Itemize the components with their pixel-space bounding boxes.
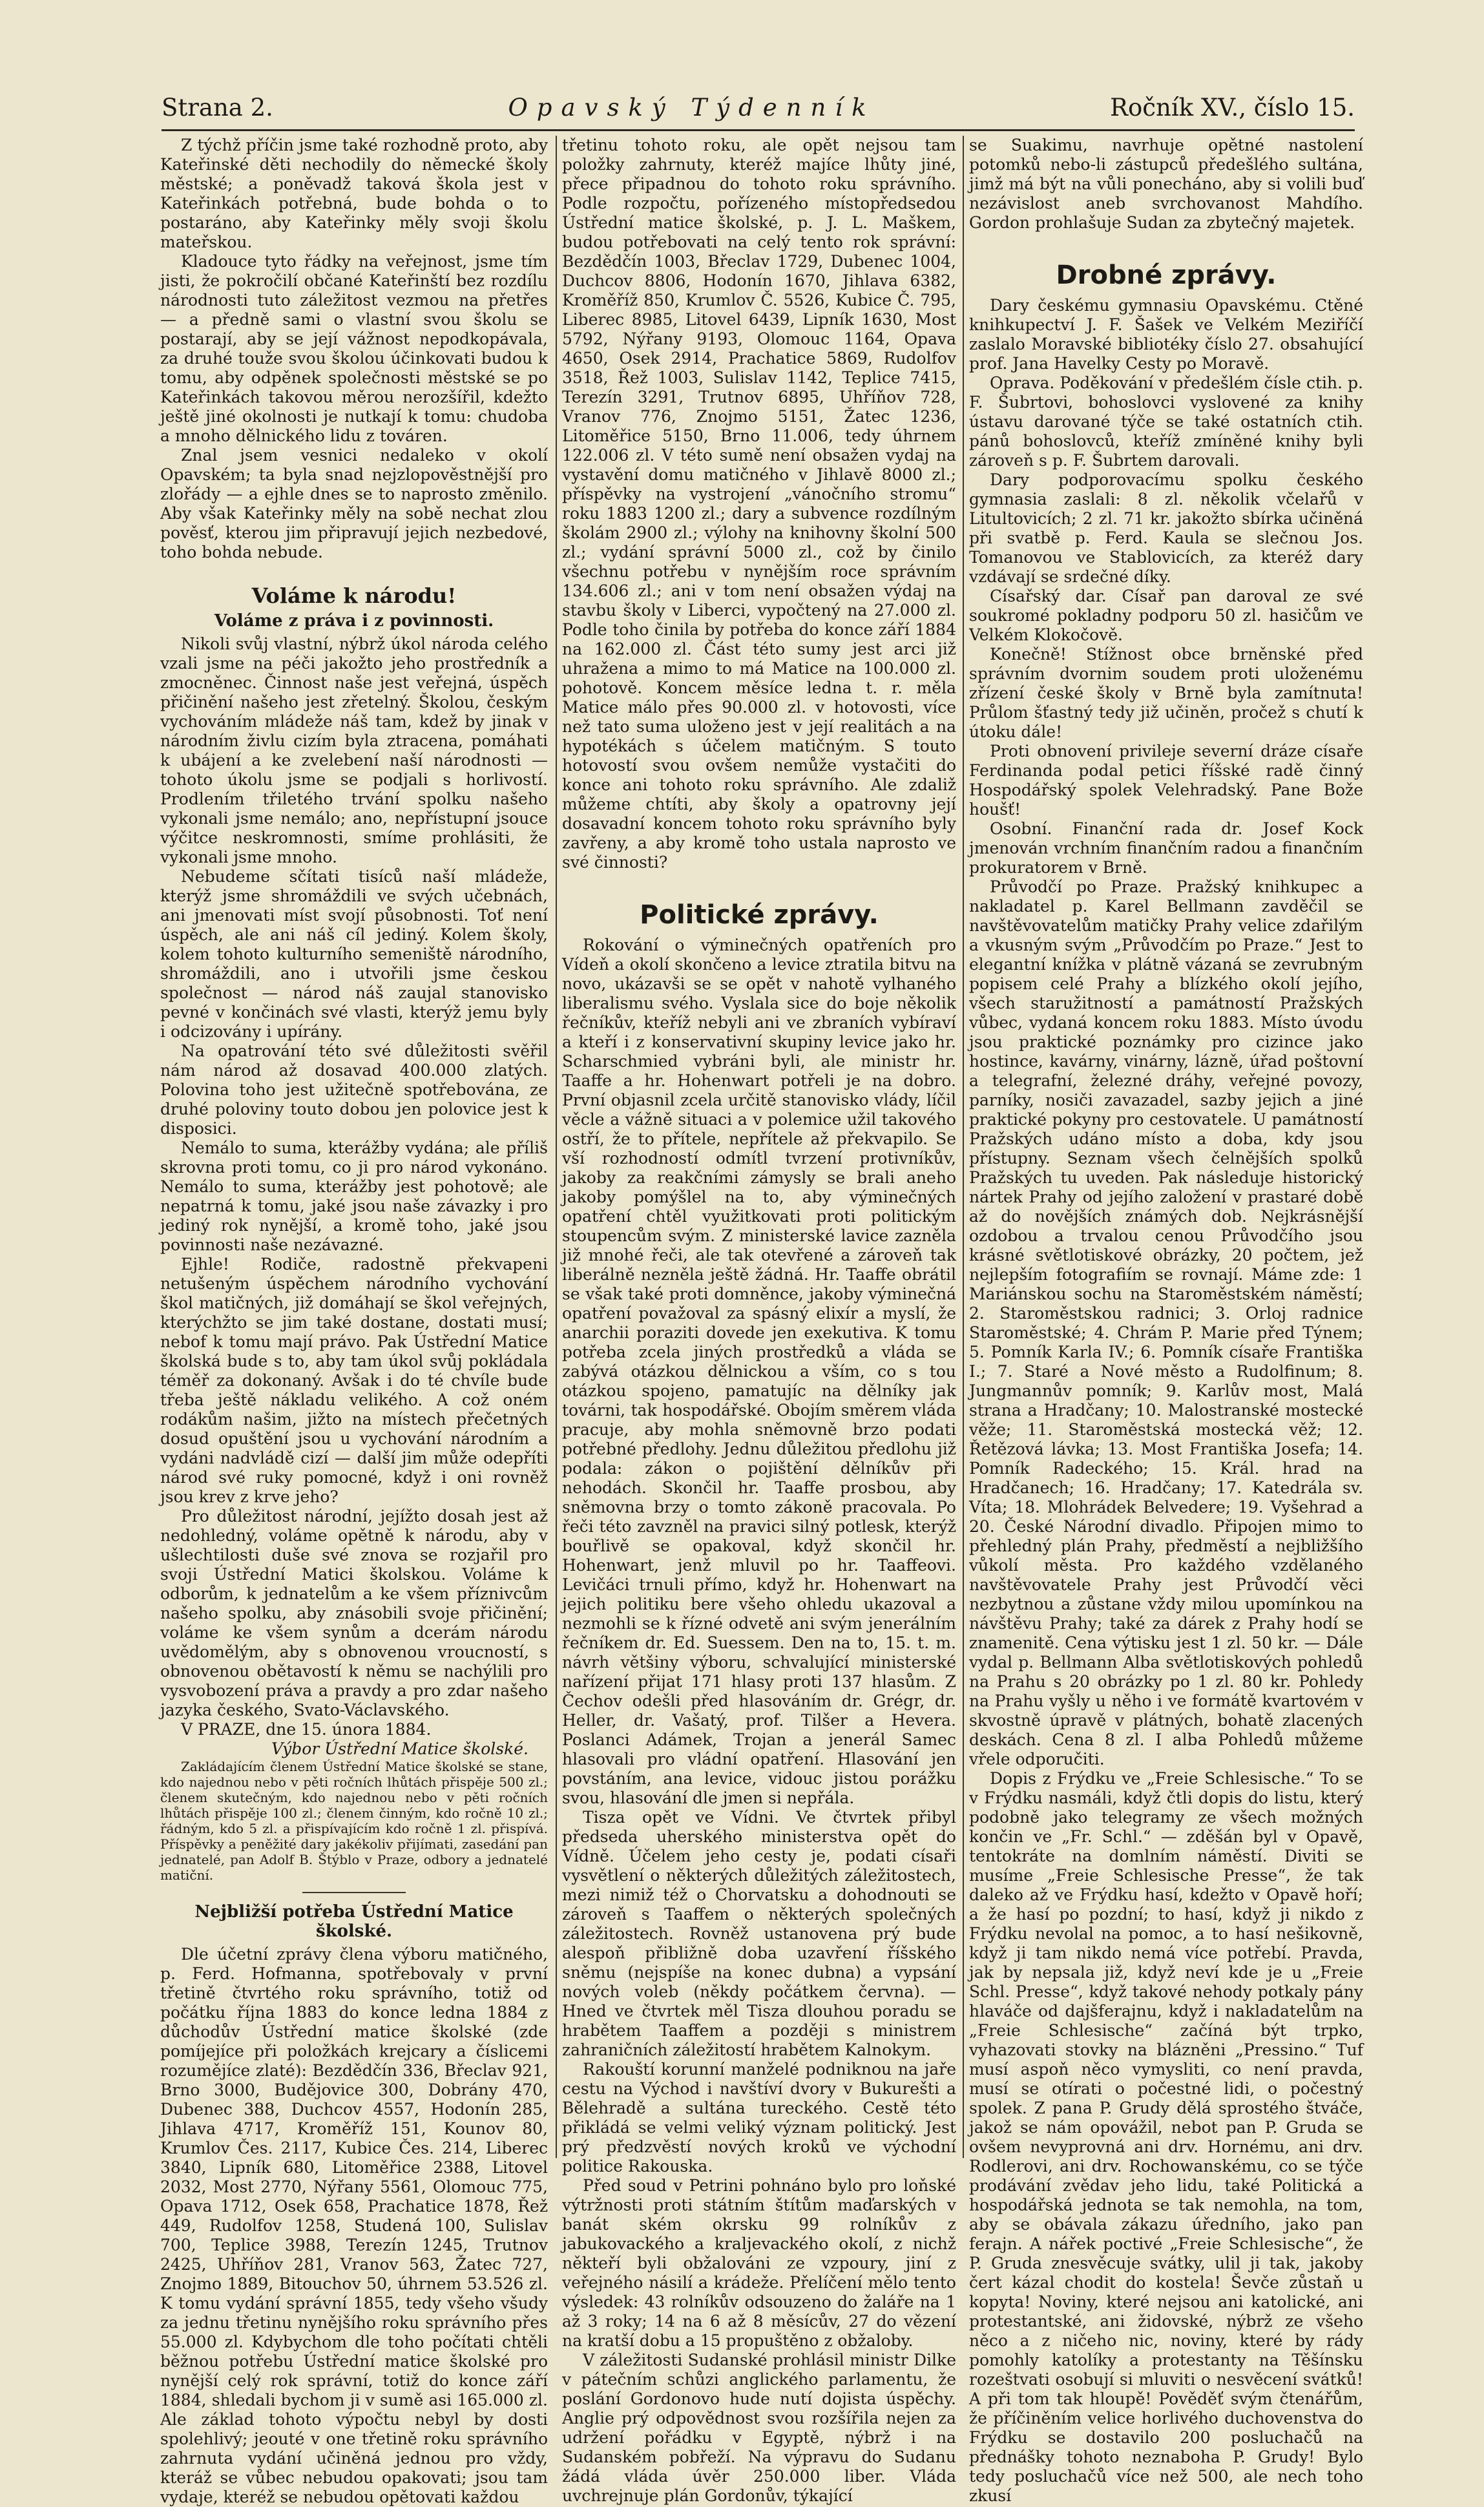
headline-volame-k-narodu: Voláme k národu! [251,583,457,608]
paragraph: Rokování o výminečných opatřeních pro Vídeň a okolí skončeno a levice ztratila bitvu na novo, ukázavši se se opět v nahotě vylhaného liberalismu svého. Vyslala sice do boje několik řečníkův, kteříž nebyli ani ve zbraních vybíraví a kteří i z konservativní skupiny levice jako hr. Scharschmied vybráni byli, ale ministr hr. Taaffe a hr. Hohenwart potřeli je na dobro. První objasnil zcela určitě stanovisko vlády, líčil věcle a vážně situaci a v polemice užil takového ostří, že to přítele, nepřítele až překvapilo. Se vší rozhodností odmítl tvrzení protivníkův, jakoby za reakčními zámysly se brali aneho jakoby pomýšlel na to, aby výminečných opatření chtěl využitkovati proti politickým stoupencům svým. Z ministerské lavice zazněla již mnohé řeči, ale tak otevřené a zároveň tak liberálně nezněla ještě žádná. Hr. Taaffe obrátil se však také proti domněnce, jakoby výminečná opatření považoval za spásný elixír a myslí, že anarchii poraziti dovede jen exekutiva. K tomu potřeba zcela jiných prostředků a vláda se zabývá otázkou dělnickou a vším, co s tou otázkou spojeno, pamatujíc na dělníky jak továrni, tak hospodářské. Obojím směrem vláda pracuje, aby mohla sněmovně brzo podati potřebné předlohy. Jednu důležitou předlohu již podala: zákon o pojištění dělníkův při nehodách. Skončil hr. Taaffe prosbou, aby sněmovna brzy o tomto zákoně pracovala. Po řeči této zavzněl na pravici silný potlesk, kterýž bouřlivě se opakoval, když skončil hr. Hohenwart, jenž mluvil po hr. Taaffeovi. Levičáci trnuli přímo, když hr. Hohenwart na jejich politiku bere všeho ohledu ukazoval a nezmohli se k řízné odvetě ani svým jenerálním řečníkem dr. Ed. Suessem. Den na to, 15. t. m. návrh většiny výboru, schvalující ministerské nařízení přijat 171 hlasy proti 137 hlasům. Z Čechov odešli před hlasováním dr. Grégr, dr. Heller, dr. Vašatý, prof. Tilšer a Hevera. Poslanci Adámek, Trojan a jenerál Samec hlasovali pro vládní opatření. Hlasování jen povstáním, ana levice, vidouc jistou porážku svou, hlasování dle jmen si nepřála. [562,936,956,1807]
news-item: Dary českému gymnasiu Opavskému. Ctěné knihkupectví J. F. Šašek ve Velkém Meziříčí zaslalo Moravské bibliotéky číslo 27. obsahující prof. Jana Havelky Cesty po Moravě. [969,296,1363,373]
news-item: Osobní. Finanční rada dr. Josef Kock jmenován vrchním finančním radou a finančním prokuratorem v Brně. [969,819,1363,877]
issue-info: Ročník XV., číslo 15. [1110,94,1355,121]
paragraph: Dle účetní zprávy člena výboru matičného, p. Ferd. Hofmanna, spotřebovaly v první třetině čtvrtého roku správního, totiž od počátku října 1883 do konce ledna 1884 z důchodův Ústřední matice školské (zde pomíjejíce při položkách krejcary a číslicemi rozumějíce zlaté): Bezdědčín 336, Břeclav 921, Brno 3000, Budějovice 300, Dobrány 470, Dubenec 388, Duchcov 4557, Hodonín 285, Jihlava 4717, Kroměříž 151, Kounov 80, Krumlov Čes. 2117, Kubice Čes. 214, Liberec 3840, Lipník 680, Litoměřice 2388, Litovel 2032, Most 2770, Nýřany 5561, Olomouc 775, Opava 1712, Osek 658, Prachatice 1878, Řež 449, Rudolfov 1258, Studená 100, Sulislav 700, Teplice 3988, Terezín 1245, Trutnov 2425, Uhříňov 281, Vranov 563, Žatec 727, Znojmo 1889, Bitouchov 50, úhrnem 53.526 zl. K tomu vydání správní 1855, tedy všeho všudy za jednu třetinu nynějšího roku správního přes 55.000 zl. Kdybychom dle toho počítati chtěli běžnou potřebu Ústřední matice školské pro nynější celý rok správní, totiž do konce září 1884, shledali bychom ji v sumě asi 165.000 zl. Ale základ tohoto výpočtu nebyl by dosti spolehlivý; jeouté v one třetině roku správního zahrnuta vydání učiněná jednou pro vždy, kteráž se vůbec nebudou opakovati; jsou tam vydaje, kteréž se nebudou opětovati každou [160,1945,548,2506]
news-item: Proti obnovení privileje severní dráze císaře Ferdinanda podal petici říšské radě činný Hospodářský spolek Velehradský. Pane Bože houšť! [969,742,1363,819]
column-rule-1 [556,136,557,2158]
divider [302,1892,406,1893]
paragraph: Na opatrování této své důležitosti svěřil nám národ až dosavad 400.000 zlatých. Polovina toho jest užitečně spotřebována, ze druhé poloviny touto dobou jen polovice jest k disposici. [160,1042,548,1138]
masthead-title: Opavský Týdenník [508,94,875,121]
paragraph: Nikoli svůj vlastní, nýbrž úkol národa celého vzali jsme na péči jakožto jeho prostředník a zmocněnec. Činnost naše jest veřejná, úspěch přičinění našeho jest zřetelný. Školou, českým vychováním mládeže náš tam, kdež by jinak v národním živlu cizím byla ztracena, pomáhati k ubájení a ke zvelebení naší národnosti — tohoto úkolu jsme se podjali s horlivostí. Prodlením třiletého trvání spolku našeho vykonali jsme nemálo; ano, nepřístupní jsouce výčitce neskromnosti, smíme prohlásiti, že vykonali jsme mnoho. [160,635,548,866]
paragraph: Ejhle! Rodiče, radostně překvapeni netušeným úspěchem národního vychování škol matičných, již domáhají se škol veřejných, kterýchžto se jim také dostane, dostati musí; nebof k tomu mají právo. Pak Ústřední Matice školská bude s to, aby tam úkol svůj pokládala téměř za dokonaný. Avšak i do té chvíle bude třeba ještě nákladu velikého. A což oném rodákům našim, jižto na místech přečetných dosud opuštění jsou u vychování národním a vydáni nadvládě cizí — další jim může odepříti národ své ruky pomocné, když i oni rovněž jsou krev z krve jeho? [160,1255,548,1506]
paragraph: Pro důležitost národní, jejížto dosah jest až nedohledný, voláme opětně k národu, aby v ušlechtilosti duše své znova se rozjařil pro svoji Ústřední Matici školskou. Voláme k odborům, k jednatelům a ke všem příznivcům našeho spolku, aby znásobili svoje přičinění; voláme ke všem synům a dcerám národu uvědomělým, aby s obnovenou vroucností, s obnovenou obětavostí k němu se nachýlili pro vysvobození práva a pravdy a pro zdar našeho jazyka českého, Svato-Václavského. [160,1507,548,1719]
column-2 [562,136,956,2505]
paragraph: třetinu tohoto roku, ale opět nejsou tam položky zahrnuty, kteréž majíce lhůty jiné, přece připadnou do tohoto roku správního. Podle rozpočtu, pořízeného místopředsedou Ústřední matice školské, p. J. L. Maškem, budou potřebovati na celý tento rok správní: Bezdědčín 1003, Břeclav 1729, Dubenec 1004, Duchcov 8806, Hodonín 1670, Jihlava 6382, Kroměříž 850, Krumlov Č. 5526, Kubice Č. 795, Liberec 8985, Litovel 6439, Lipník 1630, Most 5792, Nýřany 9193, Olomouc 1164, Opava 4650, Osek 2914, Prachatice 5869, Rudolfov 3518, Řež 1003, Sulislav 1142, Teplice 7415, Terezín 3291, Trutnov 6895, Uhříňov 728, Vranov 776, Znojmo 5151, Žatec 1236, Litoměřice 5150, Brno 11.006, tedy úhrnem 122.006 zl. V této sumě není obsažen vydaj na vystavění domu matičného v Jihlavě 8000 zl.; příspěvky na vystrojení „vánočního stromu“ roku 1883 1200 zl.; dary a subvence rozdílným školám 2900 zl.; výlohy na knihovny školní 500 zl.; vydání správní 5000 zl., což by činilo všechnu potřebu v nynějším roce správním 134.606 zl.; ani v tom není obsažen výdaj na stavbu školy v Liberci, vypočtený na 27.000 zl. Podle toho činila by potřeba do konce září 1884 na 162.000 zl. Část této sumy jest arci již uhražena a mimo to má Matice na 100.000 zl. pohotově. Koncem měsíce ledna t. r. měla Matice málo přes 90.000 zl. v hotovosti, více než tato suma uloženo jest v její realitách a na hypotékách s účelem matičným. S touto hotovostí svou ovšem nemůže vystačiti do konce ani tohoto roku správního. Ale zdaliž můžeme chtíti, aby školy a opatrovny její dosavadní koncem tohoto roku správního byly zavřeny, a aby kromě toho ustala naprosto ve své činnosti? [562,136,956,872]
signature: Výbor Ústřední Matice školské. [271,1739,528,1758]
news-item: Císařský dar. Císař pan daroval ze své soukromé pokladny podporu 50 zl. hasičům ve Velkém Klokočově. [969,587,1363,644]
paragraph: Nebudeme sčítati tisíců naší mládeže, kterýž jsme shromáždili ve svých učebnách, ani jmenovati míst svojí působnosti. Toť není úspěch, ale ani náš cíl jediný. Kolem školy, kolem tohoto kulturního semeniště národního, shromáždili, ano i utvořili jsme českou společnost — národ náš zaujal stanovisko pevné v končinách své vlasti, kterýž jemu byly i odcizovány i upírány. [160,867,548,1041]
paragraph: Kladouce tyto řádky na veřejnost, jsme tím jisti, že pokročilí občané Kateřinští bez rozdílu národnosti tuto záležitost vezmou na přetřes — a předně sami o vlastní svou školu se postarají, aby se její vážnost nepodkopávala, za druhé touže svou školou účinkovati budou k tomu, aby odpěnek společnosti městské se po Kateřinkách takovou měrou nerozšířil, kdežto ještě jiné okolnosti je nutkají k tomu: chudoba a mnoho dělnického lidu z továren. [160,252,548,445]
headline-drobne-zpravy: Drobné zprávy. [1056,260,1277,290]
paragraph: Rakouští korunní manželé podniknou na jaře cestu na Východ i navštíví dvory v Bukurešti a Bělehradě a sultána tureckého. Cestě této přikládá se velmi veliký význam politický. Jest prý předzvěstí nových kroků ve východní politice Rakouska. [562,2060,956,2176]
paragraph: Tisza opět ve Vídni. Ve čtvrtek přibyl předseda uherského ministerstva opět do Vídně. Účelem jeho cesty je, podati císaři vysvětlení o některých důležitých záležitostech, mezi nimiž též o Chorvatsku a dohodnouti se zároveň s Taaffem o některých společných záležitostech. Rovněž ustanovena prý bude alespoň přibližně doba uzavření říšského sněmu (nejspíše na konec dubna) a vypsání nových voleb (někdy počátkem června). — Hned ve čtvrtek měl Tisza dlouhou poradu se hrabětem Taaffem a později s ministrem zahraničních záležitostí hrabětem Kalnokym. [562,1808,956,2059]
footnote: Zakládajícím členem Ústřední Matice školské se stane, kdo najednou nebo v pěti ročních lhůtách přispěje 500 zl.; členem skutečným, kdo najednou nebo v pěti ročních lhůtách přispěje 100 zl.; členem činným, kdo ročně 10 zl.; řádným, kdo 5 zl. a přispívajícím kdo ročně 1 zl. přispívá. Příspěvky a peněžité dary jakékoliv přijímati, zasedání pan jednatelé, pan Adolf B. Štýblo v Praze, odbory a jednatelé matiční. [160,1759,548,1883]
subheadline: Voláme z práva i z povinnosti. [214,611,494,631]
headline-potreba-matice: Nejbližší potřeba Ústřední Matice školské. [194,1902,514,1941]
page-header [162,83,1355,131]
paragraph: V záležitosti Sudanské prohlásil ministr Dilke v pátečním schůzi anglického parlamentu, že poslání Gordonovo hude nutí dojista úspěchy. Anglie prý odpovědnost svou rozšířila nejen za udržení pořádku v Egyptě, nýbrž i na Sudanském pobřeží. Na výpravu do Sudanu žádá vláda úvěr 250.000 liber. Vláda uvchrejnuje plán Gordonův, týkající [562,2351,956,2505]
paragraph: se Suakimu, navrhuje opětné nastolení potomků nebo-li zástupců předešlého sultána, jimž má být na vůli ponecháno, aby si volili buď nezávislost aneb svrchovanost Mahdího. Gordon prohlašuje Sudan za zbytečný majetek. [969,136,1363,232]
headline-politicke-zpravy: Politické zprávy. [640,900,879,930]
dateline: V PRAZE, dne 15. února 1884. [181,1720,432,1739]
paragraph: Znal jsem vesnici nedaleko v okolí Opavském; ta byla snad nejzlopověstnější pro zlořády — a ejhle dnes se to naprosto změnilo. Aby však Kateřinky měly na sobě nechat zlou pověsť, kterou jim připravují jejich nezbedové, toho bohda nebude. [160,446,548,561]
column-rule-2 [963,136,964,2158]
news-item: Dopis z Frýdku ve „Freie Schlesische.“ To se v Frýdku nasmáli, když čtli dopis do listu, který podobně jako telegramy ze všech možných končin ve „Fr. Schl.“ — zděšán byl v Opavě, tentokráte na domlním náměstí. Diviti se musíme „Freie Schlesische Presse“, že tak daleko až ve Frýdku hasí, kdežto v Opavě hoří; a že hasí po pozdní; to hasí, když ji nikdo z Frýdku nevolal na pomoc, a to hasí nešikovně, když ji tam nikdo nemá více potřebí. Pravda, jak by nepsala již, když neví kde je u „Freie Schl. Presse“, když takové nehody potkaly pány hlaváče od dajšferajnu, když i nakladatelům na „Freie Schlesische“ začíná být trpko, vyhazovati stovky na blázněni „Pressino.“ Tuf musí aspoň něco vymysliti, co není pravda, musí se otírati o počestné lidi, o počestný spolek. Z pana P. Grudy dělá sprostého štváče, jakož se nám opovážil, nebot pan P. Gruda se ovšem nevyprovná ani drv. Hornému, ani drv. Rodlerovi, ani drv. Rochowanskému, co se týče prodávání zvědav jeho lidu, také Politická a hospodářská jednota se tak nemohla, na tom, aby se obávala zákazu úředního, jako pan ferajn. A nářek poctivé „Freie Schlesische“, že P. Gruda znesvěcuje svátky, ulil ji tak, jakoby čert kázal chodit do kostela! Ševče zůstaň u kopyta! Noviny, které nejsou ani katolické, ani protestantské, ani židovské, nýbrž ze všeho něco a z ničeho nic, noviny, které by rády pomohly katolíky a protestanty na Těšínsku rozeštvati osobují si mluviti o nesvěcení svátků! A při tom tak hloupě! Pověděť svým čtenářům, že příčiněním velice horlivého duchovenstva do Frýdku se dostavilo 200 posluchačů na přednášky tohoto neznaboha P. Grudy! Bylo tedy posluchačů více než 500, ale nech toho zkusí [969,1769,1363,2505]
news-item: Průvodčí po Praze. Pražský knihkupec a nakladatel p. Karel Bellmann zavděčil se navštěvovatelům matičky Prahy velice zdařilým a vkusným svým „Průvodčím po Praze.“ Jest to elegantní knížka v plátně vázaná se zevrubným popisem celé Prahy a blízkého okolí jejího, všech staružitností a památností Pražských vůbec, vydaná koncem roku 1883. Místo úvodu jsou praktické poznámky pro cizince jako hostince, kavárny, vinárny, lázně, úřad poštovní a telegrafní, železné dráhy, veřejné povozy, parníky, nosiči zavazadel, sazby jejich a jiné praktické pokyny pro cestovatele. U památností Pražských udáno místo a doba, kdy jsou přístupny. Seznam všech čelnějších spolků Pražských tu uveden. Pak následuje historický nártek Prahy od jejího založení v prastaré době až do novějších známých dob. Nejkrásnější ozdobou a trvalou cenou Průvodčího jsou krásné světlotiskové obrázky, 20 počtem, jež nejlepším fotografiím se rovnají. Máme zde: 1 Mariánskou sochu na Staroměstském náměstí; 2. Staroměstskou radnici; 3. Orloj radnice Staroměstské; 4. Chrám P. Marie před Týnem; 5. Pomník Karla IV.; 6. Pomník císaře Františka I.; 7. Staré a Nové město a Rudolfinum; 8. Jungmannův pomník; 9. Karlův most, Malá strana a Hradčany; 10. Malostranské mostecké věže; 11. Staroměstská mostecká věž; 12. Řetězová lávka; 13. Most Františka Josefa; 14. Pomník Radeckého; 15. Král. hrad na Hradčanech; 16. Hradčany; 17. Katedrála sv. Víta; 18. Mlohrádek Belvedere; 19. Vyšehrad a 20. České Národní divadlo. Připojen mimo to přehledný plán Prahy, předměstí a nejbližšího vůkolí města. Pro každého vzdělaného navštěvovatele Prahy jest Průvodčí věci nezbytnou a zůstane vždy milou upomínkou na návštěvu Prahy; také za dárek z Prahy hodí se znamenitě. Cena výtisku jest 1 zl. 50 kr. — Dále vydal p. Bellmann Alba světlotiskových pohledů na Prahu s 20 obrázky po 1 zl. 80 kr. Pohledy na Prahu vyšly u něho i ve formátě kvartovém v skvostně úpravě v plátných, bohatě zlacených deskách. Cena 8 zl. I alba Pohledů můžeme vřele odporučiti. [969,877,1363,1768]
paragraph: Nemálo to suma, kterážby vydána; ale příliš skrovna proti tomu, co ji pro národ vykonáno. Nemálo to suma, kterážby jest pohotově; ale nepatrná k tomu, jaké jsou naše závazky i pro jediný rok nynější, a kromě toho, jaké jsou povinnosti naše nezávazné. [160,1138,548,1254]
news-item: Oprava. Poděkování v předešlém čísle ctih. p. F. Šubrtovi, bohoslovci vyslovené za knihy ústavu darované týče se také ostatních ctih. pánů bohoslovců, kteříž zmíněné knihy byli zároveň s p. F. Šubrtem darovali. [969,373,1363,470]
news-item: Dary podporovacímu spolku českého gymnasia zaslali: 8 zl. několik včelařů v Litultovicích; 2 zl. 71 kr. jakožto sbírka učiněná při svatbě p. Ferd. Kaula se slečnou Jos. Tomanovou ve Stablovicích, za kteréž dary vzdávají se srdečné díky. [969,470,1363,586]
page-number: Strana 2. [162,94,273,121]
paragraph: Před soud v Petrini pohnáno bylo pro loňské výtržnosti proti státním štítům maďarských v banát ském okrsku 99 rolníkův z jabukovackého a kraljevackého okolí, z nichž někteří byli obžalováni ze vzpoury, jiní z veřejného násilí a krádeže. Přelíčení mělo tento výsledek: 43 rolníkův odsouzeno do žaláře na 1 až 3 roky; 14 na 6 až 8 měsícův, 27 do vězení na kratší dobu a 15 propuštěno z obžaloby. [562,2176,956,2350]
news-item: Konečně! Stížnost obce brněnské před správním dvornim soudem proti uloženému zřízení české školy v Brně byla zamítnuta! Průlom šťastný tedy již učiněn, pročež s chutí k útoku dále! [969,645,1363,741]
paragraph: Z týchž příčin jsme také rozhodně proto, aby Kateřinské děti nechodily do německé školy městské; a poněvadž taková škola jest v Kateřinkách potřebná, bude bohda o to postaráno, aby Kateřinky měly svoji školu mateřskou. [160,136,548,251]
column-3 [969,136,1363,2505]
column-1 [160,136,548,2506]
